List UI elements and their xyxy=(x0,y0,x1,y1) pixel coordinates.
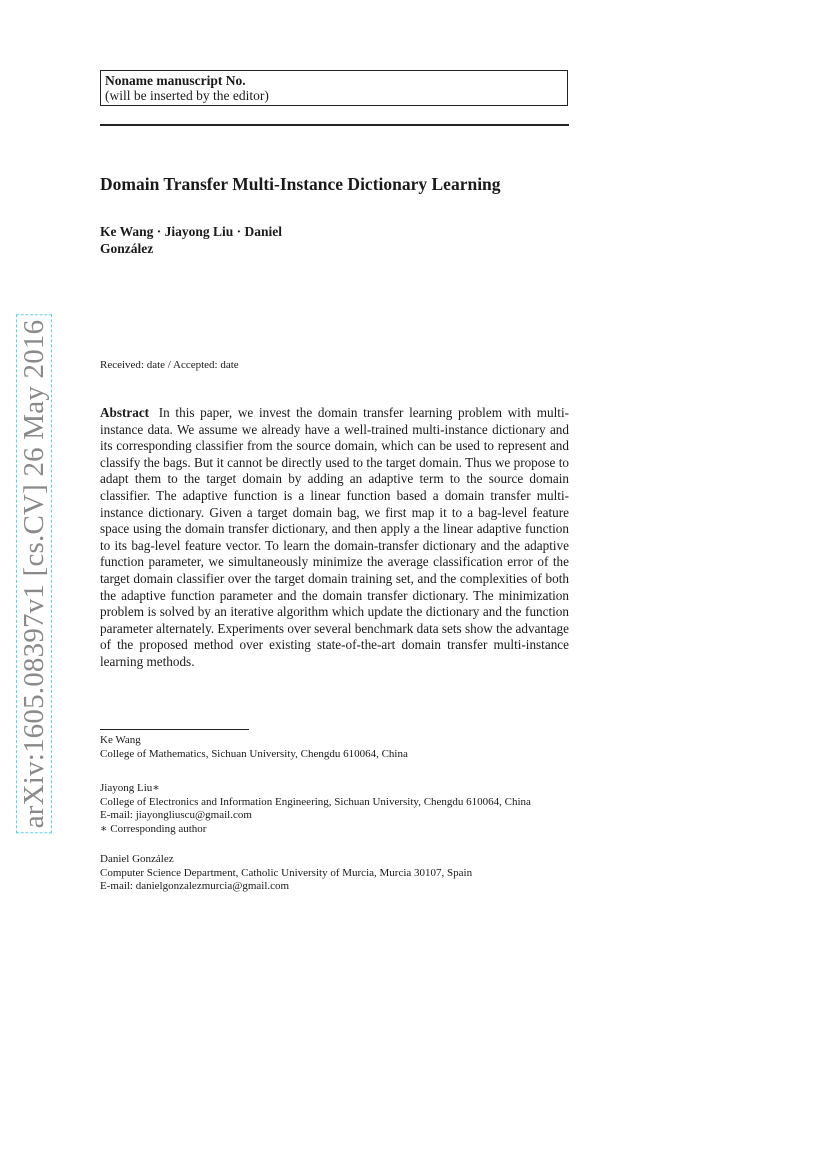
corresponding-author-note: ∗ Corresponding author xyxy=(100,822,207,835)
abstract-heading: Abstract xyxy=(100,405,150,420)
affiliation-address: College of Mathematics, Sichuan University, Chengdu 610064, China xyxy=(100,747,408,760)
arxiv-identifier: arXiv:1605.08397v1 [cs.CV] 26 May 2016 xyxy=(16,315,52,834)
affiliation-daniel-gonzalez xyxy=(100,853,570,894)
affiliation-name: Daniel González xyxy=(100,853,174,865)
arxiv-stamp xyxy=(16,320,52,828)
affiliation-email: E-mail: jiayongliuscu@gmail.com xyxy=(100,809,252,821)
affiliation-name: Jiayong Liu∗ xyxy=(100,782,160,794)
affiliation-jiayong-liu xyxy=(100,782,570,836)
manuscript-number-label: Noname manuscript No. xyxy=(105,73,246,88)
footnote-rule xyxy=(100,729,249,730)
affiliation-name: Ke Wang xyxy=(100,734,141,746)
manuscript-number-box xyxy=(100,70,568,106)
author-line-1: Ke Wang · Jiayong Liu · Daniel xyxy=(100,224,283,239)
received-accepted: Received: date / Accepted: date xyxy=(100,359,239,371)
header-rule xyxy=(100,124,569,126)
abstract-text: In this paper, we invest the domain transfer learning problem with multi-instance data. We assume we already have a well-trained multi-instance dictionary and its corresponding classifier from the source domain, which can be used to represent and classify the bags. But it cannot be directly used to the target domain. Thus we propose to adapt them to the target domain by adding an adaptive term to the source domain classifier. The adaptive function is a linear function based a domain transfer multi-instance dictionary. Given a target domain bag, we first map it to a bag-level feature space using the domain transfer dictionary, and then apply a the linear adaptive function to its bag-level feature vector. To learn the domain-transfer dictionary and the adaptive function parameter, we simultaneously minimize the average classification error of the target domain classifier over the target domain training set, and the complexities of both the adaptive function parameter and the domain transfer dictionary. The minimization problem is solved by an iterative algorithm which update the dictionary and the function parameter alternately. Experiments over several benchmark data sets show the advantage of the proposed method over existing state-of-the-art domain transfer multi-instance learning methods. xyxy=(100,405,569,669)
affiliation-address: College of Electronics and Information Engineering, Sichuan University, Chengdu 610064, China xyxy=(100,795,531,808)
author-list xyxy=(100,223,360,257)
editor-note: (will be inserted by the editor) xyxy=(105,88,269,103)
affiliation-ke-wang xyxy=(100,734,570,761)
affiliation-address: Computer Science Department, Catholic University of Murcia, Murcia 30107, Spain xyxy=(100,866,473,879)
paper-title: Domain Transfer Multi-Instance Dictionary Learning xyxy=(100,174,501,194)
abstract xyxy=(100,405,569,671)
author-line-2: González xyxy=(100,241,154,256)
affiliation-email: E-mail: danielgonzalezmurcia@gmail.com xyxy=(100,880,290,892)
